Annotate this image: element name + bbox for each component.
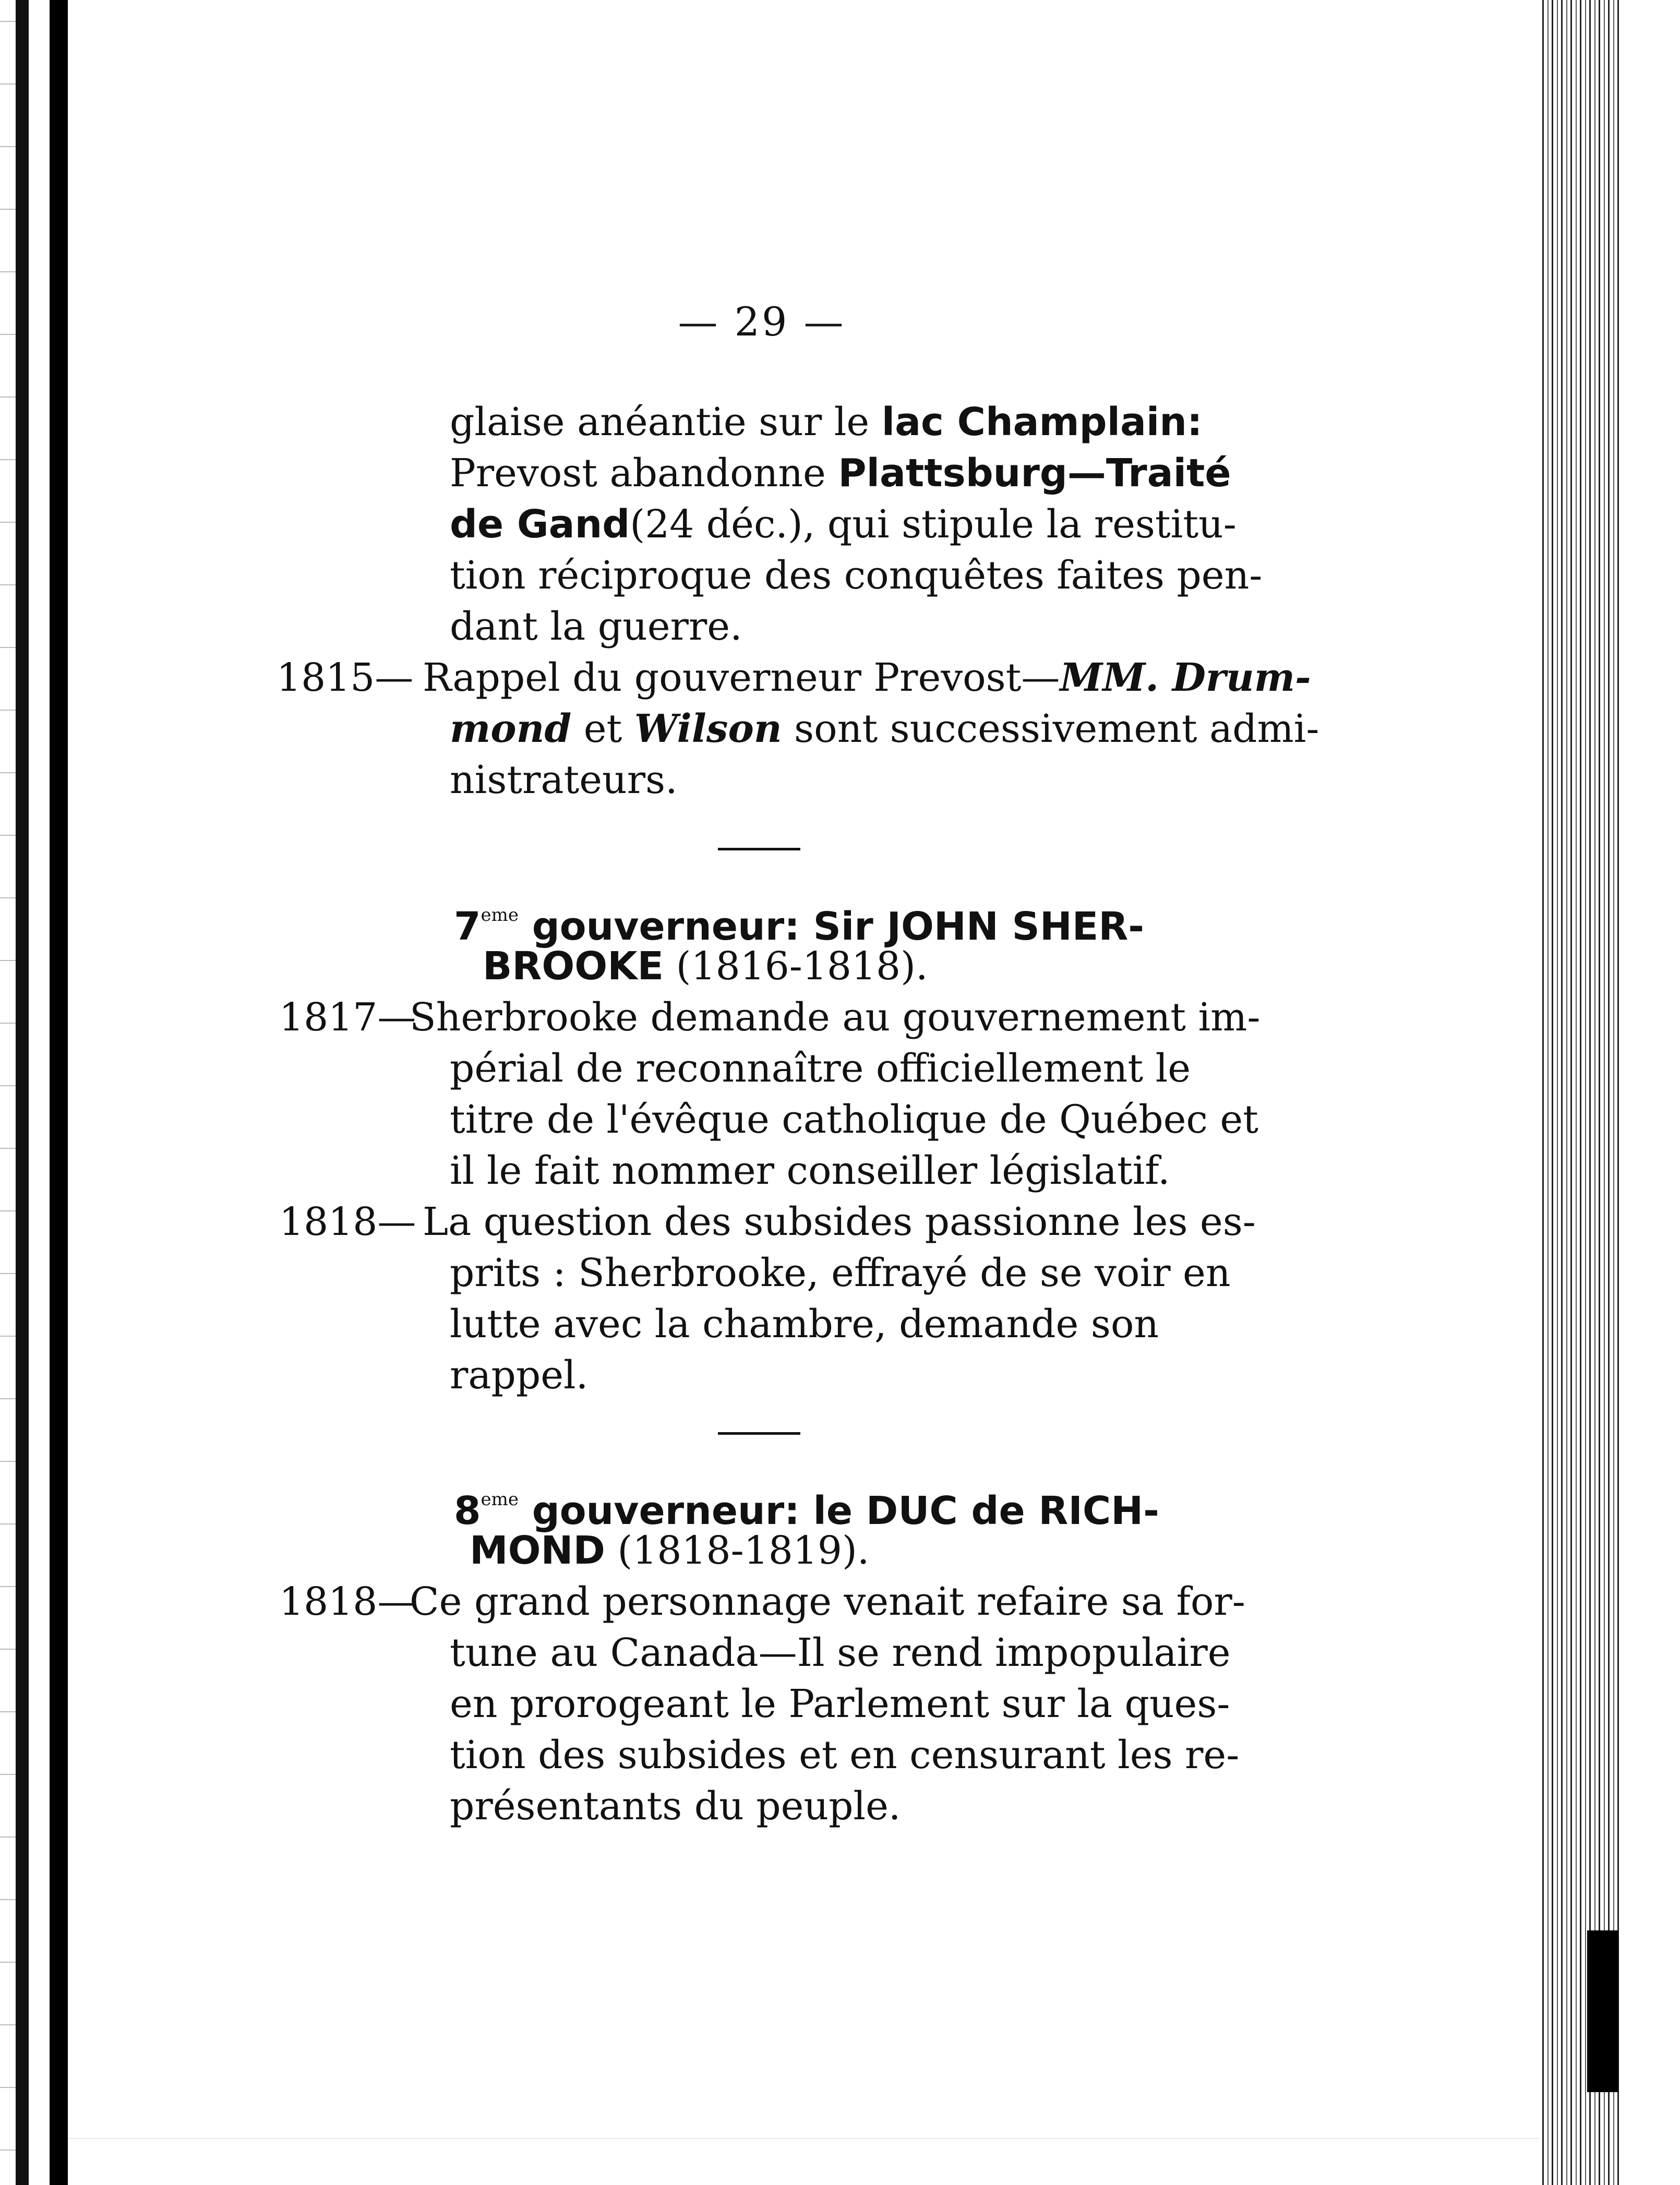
text-line: dant la guerre.	[450, 604, 742, 649]
text-line: périal de reconnaître officiellement le	[450, 1046, 1191, 1091]
text-line: en prorogeant le Parlement sur la ques-	[450, 1682, 1230, 1726]
text-line: prits : Sherbrooke, effrayé de se voir en	[450, 1251, 1231, 1295]
text-line	[450, 499, 1237, 550]
text-span: Prevost abandonne	[450, 451, 838, 496]
governor-name: MOND	[470, 1528, 605, 1573]
bold-term: de Gand	[450, 502, 630, 547]
italic-name: MM. Drum-	[1060, 655, 1311, 700]
text-line: présentants du peuple.	[450, 1784, 901, 1829]
governor-heading-cont	[470, 1525, 869, 1576]
text-line: tion réciproque des conquêtes faites pen-	[450, 553, 1263, 598]
text-span: glaise anéantie sur le	[450, 400, 882, 445]
text-line: titre de l'évêque catholique de Québec et	[450, 1097, 1258, 1142]
text-span: gouverneur: le	[518, 1488, 866, 1533]
bold-term: Plattsburg—Traité	[838, 451, 1231, 496]
italic-name: Wilson	[634, 706, 782, 751]
text-line	[450, 397, 1203, 448]
page-number: — 29 —	[678, 298, 846, 345]
entry-year: 1817—	[279, 995, 416, 1040]
text-span: (24 déc.), qui stipule la restitu-	[630, 502, 1237, 547]
section-divider	[718, 1432, 800, 1435]
text-line: rappel.	[450, 1353, 589, 1398]
text-line: Sherbrooke demande au gouvernement im-	[410, 995, 1261, 1040]
superscript: eme	[481, 905, 519, 926]
text-line: tune au Canada—Il se rend impopulaire	[450, 1630, 1231, 1675]
text-line: Ce grand personnage venait refaire sa for-	[410, 1579, 1245, 1624]
section-divider	[718, 848, 800, 850]
text-line: il le fait nommer conseiller législatif.	[450, 1148, 1170, 1193]
text-span: et	[571, 706, 634, 751]
governor-heading-cont	[483, 941, 928, 992]
text-span: 7	[454, 904, 481, 949]
governor-name: Sir JOHN SHER-	[813, 904, 1145, 949]
superscript: eme	[481, 1489, 519, 1510]
governor-dates: (1818-1819).	[605, 1528, 870, 1573]
text-line	[450, 703, 1319, 754]
text-line: lutte avec la chambre, demande son	[450, 1302, 1159, 1347]
governor-name: DUC de RICH-	[866, 1488, 1159, 1533]
governor-name: BROOKE	[483, 944, 664, 989]
text-span: Rappel du gouverneur Prevost—	[423, 655, 1060, 700]
text-span: :	[1186, 400, 1203, 445]
entry-year: 1818—	[279, 1579, 416, 1624]
right-margin	[1623, 0, 1680, 2185]
text-line: tion des subsides et en censurant les re-	[450, 1733, 1240, 1778]
text-line: nistrateurs.	[450, 758, 678, 802]
entry-year: 1818—	[279, 1199, 416, 1244]
text-line: La question des subsides passionne les es-	[423, 1199, 1256, 1244]
text-span: sont successivement admi-	[782, 706, 1319, 751]
text-line	[450, 448, 1231, 499]
text-span: gouverneur:	[518, 904, 813, 949]
text-span: 8	[454, 1488, 481, 1533]
text-line	[423, 652, 1311, 703]
governor-dates: (1816-1818).	[664, 944, 928, 989]
bold-term: lac Champlain	[881, 400, 1187, 445]
italic-name: mond	[450, 706, 572, 751]
left-margin-specks	[0, 0, 16, 2185]
bottom-margin	[68, 2107, 1539, 2185]
entry-year: 1815—	[277, 655, 414, 700]
